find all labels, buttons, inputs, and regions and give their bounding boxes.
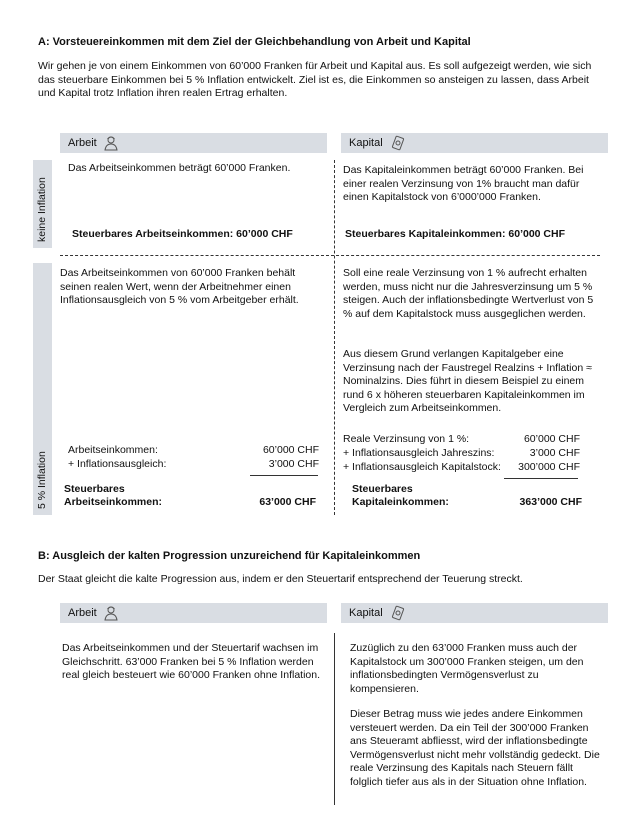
kapital-row-1-value: 60’000 CHF <box>523 433 580 445</box>
kapital-total-label-2: Kapitaleinkommen: <box>352 496 449 508</box>
inflation-kapital-text-1: Soll eine reale Verzinsung von 1 % aufrecht erhalten werden, muss nicht nur die Jahresverzinsung um 5 % steigen. Auch der inflationsbedingte Wertverlust von 5 % auf dem Kapitalstock muss ausgeglichen werden. <box>343 267 594 320</box>
kapital-row-1-label: Reale Verzinsung von 1 %: <box>343 433 470 445</box>
worker-icon <box>104 135 118 151</box>
header-kapital-b <box>341 603 608 623</box>
header-arbeit-b <box>60 603 327 623</box>
kapital-row-2 <box>343 447 580 459</box>
header-arbeit-b-label: Arbeit <box>68 607 97 619</box>
kapital-sum-rule <box>504 478 578 479</box>
row-label-inflation <box>33 263 52 515</box>
kapital-row-3-value: 300’000 CHF <box>518 461 580 473</box>
money-icon <box>391 135 405 151</box>
worker-icon <box>104 605 118 621</box>
arbeit-sum-rule <box>250 475 318 476</box>
inflation-kapital-text-2: Aus diesem Grund verlangen Kapitalgeber eine Verzinsung nach der Faustregel Realzins + Inflation ≈ Nominalzins. Dies führt in diesem Beispiel zu einem rund 6 x höheren steuerbaren Kapitaleinkommen im Vergleich zum Arbeitseinkommen. <box>343 348 592 414</box>
arbeit-row-2-label: + Inflationsausgleich: <box>68 458 167 470</box>
arbeit-row-2-value: 3’000 CHF <box>268 458 319 470</box>
kapital-row-2-value: 3’000 CHF <box>529 447 580 459</box>
row-label-keine-text: keine Inflation <box>36 177 48 242</box>
arbeit-row-1-value: 60’000 CHF <box>262 444 319 456</box>
keine-kapital-total: Steuerbares Kapitaleinkommen: 60’000 CHF <box>345 228 565 240</box>
arbeit-total-label-2: Arbeitseinkommen: <box>64 496 163 508</box>
section-a-heading: A: Vorsteuereinkommen mit dem Ziel der Gleichbehandlung von Arbeit und Kapital <box>38 36 471 48</box>
b-arbeit-text: Das Arbeitseinkommen und der Steuertarif wachsen im Gleichschritt. 63’000 Franken bei 5 % Inflation werden real gleich besteuert wie 60’000 Franken ohne Inflation. <box>62 642 320 681</box>
keine-arbeit-total: Steuerbares Arbeitseinkommen: 60’000 CHF <box>72 228 293 240</box>
inflation-arbeit-text: Das Arbeitseinkommen von 60’000 Franken behält seinen realen Wert, wenn der Arbeitnehmer einen Inflationsausgleich von 5 % vom Arbeitgeber erhält. <box>60 267 299 306</box>
money-icon <box>391 605 405 621</box>
arbeit-row-1 <box>68 444 319 456</box>
section-b-heading: B: Ausgleich der kalten Progression unzureichend für Kapitaleinkommen <box>38 550 421 562</box>
arbeit-row-1-label: Arbeitseinkommen: <box>68 444 158 456</box>
section-b-intro: Der Staat gleicht die kalte Progression aus, indem er den Steuertarif entsprechend der Teuerung streckt. <box>38 573 523 585</box>
kapital-row-3-label: + Inflationsausgleich Kapitalstock: <box>343 461 501 473</box>
b-kapital-text-2: Dieser Betrag muss wie jedes andere Einkommen versteuert werden. Da ein Teil der 300’000 Franken ans Steueramt abfliesst, wird der inflationsbedingte Vermögensverlust nicht mehr vollständig gedeckt. Die reale Verzinsung des Kapitals nach Steuern fällt folglich tiefer aus als in der Situation ohne Inflation. <box>350 708 600 788</box>
column-divider-b <box>334 633 335 805</box>
header-arbeit-label: Arbeit <box>68 137 97 149</box>
column-divider-a <box>334 160 335 515</box>
kapital-total-row <box>352 496 582 508</box>
keine-arbeit-text: Das Arbeitseinkommen beträgt 60’000 Franken. <box>68 162 291 174</box>
section-a-intro: Wir gehen je von einem Einkommen von 60’000 Franken für Arbeit und Kapital aus. Es soll aufgezeigt werden, wie sich das steuerbare Einkommen bei 5 % Inflation entwickelt. Ziel ist es, die Einkommen so ansteigen zu lassen, dass Arbeit und Kapital trotz Inflation ihren realen Ertrag erhalten. <box>38 60 592 99</box>
arbeit-total-row <box>64 496 316 508</box>
row-divider-a <box>60 255 600 256</box>
header-kapital-a <box>341 133 608 153</box>
kapital-row-3 <box>343 461 580 473</box>
kapital-row-1 <box>343 433 580 445</box>
arbeit-total-label-1: Steuerbares <box>64 483 125 495</box>
header-kapital-label: Kapital <box>349 137 383 149</box>
arbeit-total-value: 63’000 CHF <box>259 496 316 508</box>
arbeit-row-2 <box>68 458 319 470</box>
header-arbeit-a <box>60 133 327 153</box>
row-label-inflation-text: 5 % Inflation <box>36 451 48 509</box>
b-kapital-text-1: Zuzüglich zu den 63’000 Franken muss auch der Kapitalstock um 300’000 Franken steigen, um den inflationsbedingten Vermögensverlust zu kompensieren. <box>350 642 584 695</box>
keine-kapital-text: Das Kapitaleinkommen beträgt 60’000 Franken. Bei einer realen Verzinsung von 1% braucht man dafür einen Kapitalstock von 6’000’000 Franken. <box>343 164 584 203</box>
kapital-row-2-label: + Inflationsausgleich Jahreszins: <box>343 447 495 459</box>
header-kapital-b-label: Kapital <box>349 607 383 619</box>
kapital-total-label-1: Steuerbares <box>352 483 413 495</box>
kapital-total-value: 363’000 CHF <box>519 496 582 508</box>
row-label-keine-inflation <box>33 160 52 248</box>
